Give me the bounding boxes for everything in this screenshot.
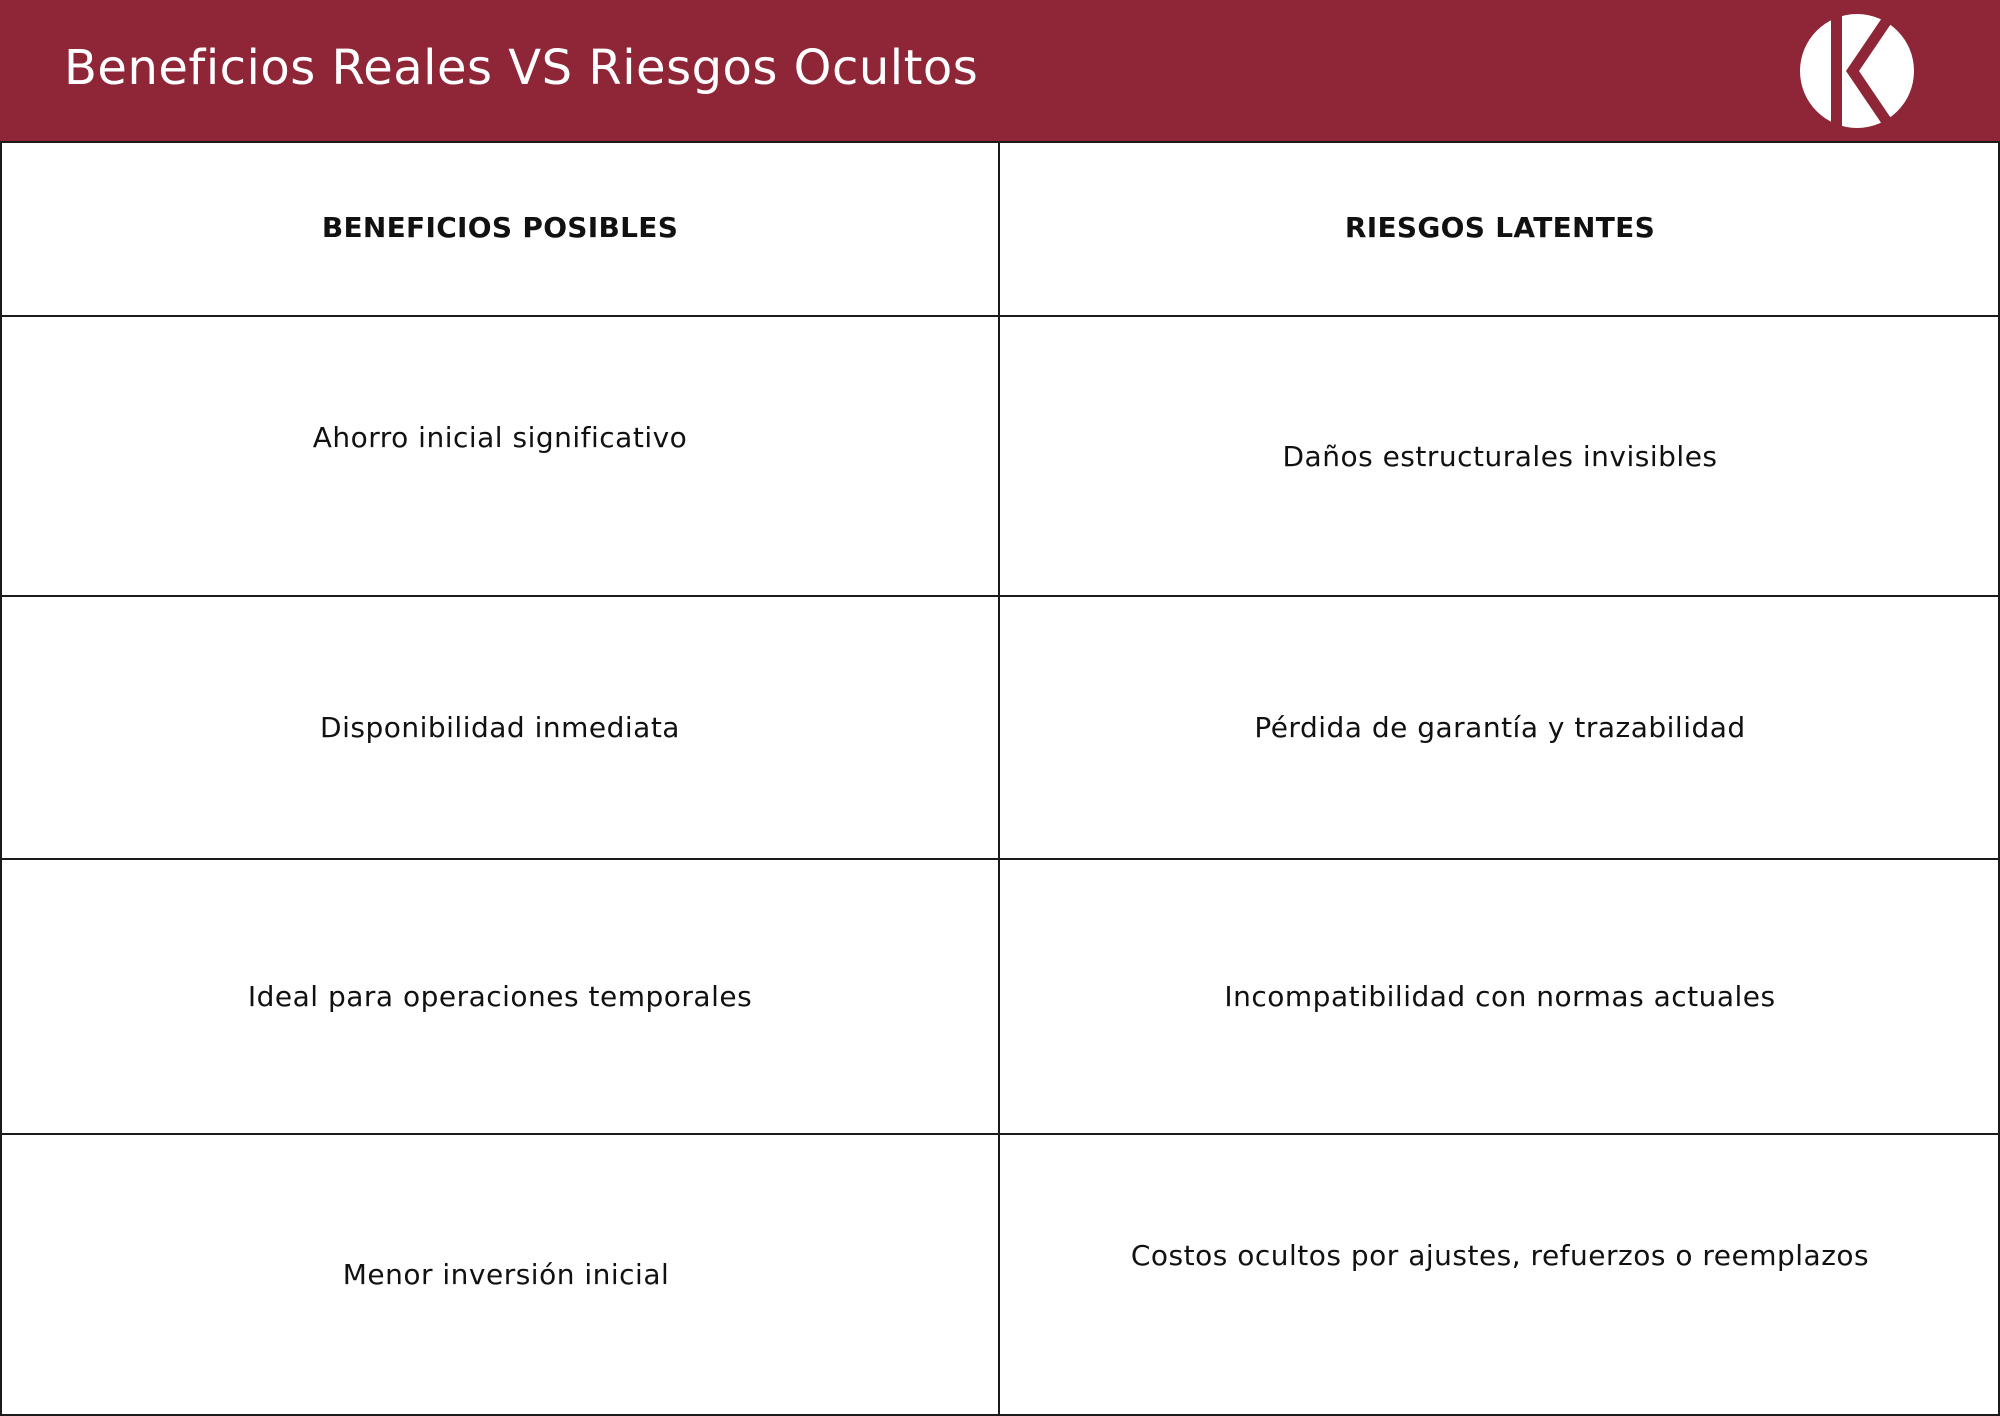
risk-cell: Pérdida de garantía y trazabilidad	[1254, 711, 1746, 744]
k-logo-icon	[1798, 12, 1916, 130]
risk-cell: Costos ocultos por ajustes, refuerzos o reemplazos	[1130, 1239, 1870, 1272]
risk-cell: Daños estructurales invisibles	[1282, 439, 1718, 473]
benefit-cell: Ahorro inicial significativo	[312, 420, 688, 454]
benefit-cell: Disponibilidad inmediata	[320, 711, 680, 744]
column-header-risks: RIESGOS LATENTES	[1344, 210, 1656, 244]
risk-cell: Incompatibilidad con normas actuales	[1224, 980, 1776, 1013]
title-bar	[0, 0, 2000, 141]
column-header-benefits: BENEFICIOS POSIBLES	[321, 210, 679, 244]
comparison-table	[0, 141, 2000, 1414]
page-title: Beneficios Reales VS Riesgos Ocultos	[64, 40, 979, 96]
benefit-cell: Menor inversión inicial	[342, 1258, 670, 1291]
benefit-cell: Ideal para operaciones temporales	[247, 980, 753, 1013]
